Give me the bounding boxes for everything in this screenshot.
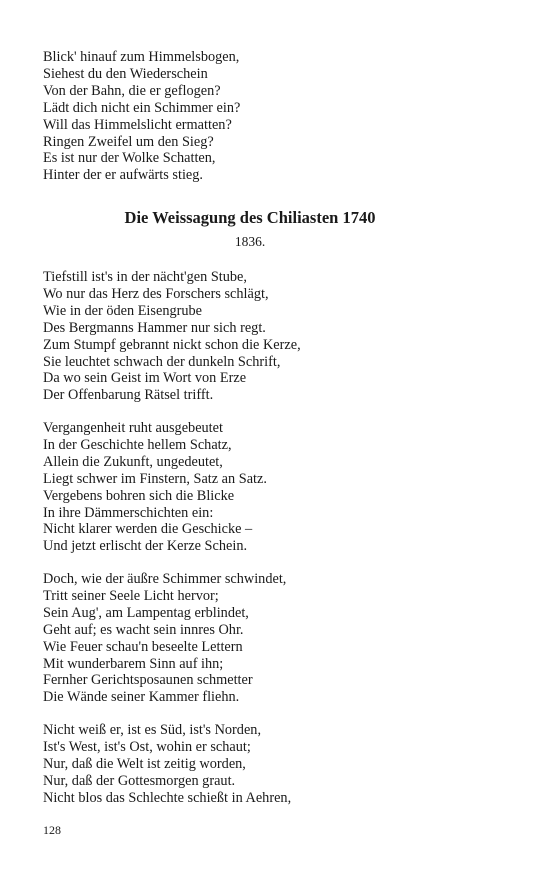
verse-line: Nur, daß die Welt ist zeitig worden, <box>43 755 246 772</box>
verse-line: Zum Stumpf gebrannt nickt schon die Kerze, <box>43 336 301 353</box>
poem-stanza-3 <box>43 571 286 706</box>
verse-line: Lädt dich nicht ein Schimmer ein? <box>43 99 241 116</box>
poem-date: 1836. <box>234 234 266 249</box>
verse-line: Es ist nur der Wolke Schatten, <box>43 150 216 167</box>
verse-line: Sein Aug', am Lampentag erblindet, <box>43 604 249 621</box>
verse-line: Geht auf; es wacht sein innres Ohr. <box>43 621 244 638</box>
verse-line: Ist's West, ist's Ost, wohin er schaut; <box>43 738 251 755</box>
verse-line: Tritt seiner Seele Licht hervor; <box>43 587 219 604</box>
verse-line: Die Wände seiner Kammer fliehn. <box>43 689 240 706</box>
previous-poem-stanza <box>43 49 240 184</box>
page-number: 128 <box>43 823 61 837</box>
poem-title: Die Weissagung des Chiliasten 1740 <box>124 208 376 227</box>
verse-line: Da wo sein Geist im Wort von Erze <box>43 370 247 387</box>
verse-line: Allein die Zukunft, ungedeutet, <box>43 453 223 470</box>
verse-line: Des Bergmanns Hammer nur sich regt. <box>43 319 266 336</box>
verse-line: Wo nur das Herz des Forschers schlägt, <box>43 285 269 302</box>
verse-line: Und jetzt erlischt der Kerze Schein. <box>43 538 248 555</box>
verse-line: Der Offenbarung Rätsel trifft. <box>43 387 214 404</box>
verse-line: Nicht blos das Schlechte schießt in Aehren, <box>43 789 292 806</box>
verse-line: Doch, wie der äußre Schimmer schwindet, <box>43 571 287 587</box>
verse-line: Ringen Zweifel um den Sieg? <box>43 133 214 150</box>
verse-line: In der Geschichte hellem Schatz, <box>43 436 232 453</box>
verse-line: Von der Bahn, die er geflogen? <box>43 82 221 99</box>
poem-stanza-1 <box>43 269 301 404</box>
poem-stanza-2 <box>43 420 267 555</box>
verse-line: Wie Feuer schau'n beseelte Lettern <box>43 638 243 655</box>
verse-line: Sie leuchtet schwach der dunkeln Schrift, <box>43 353 281 370</box>
verse-line: Fernher Gerichtsposaunen schmetter <box>43 672 253 689</box>
verse-line: Blick' hinauf zum Himmelsbogen, <box>43 49 240 65</box>
verse-line: Mit wunderbarem Sinn auf ihn; <box>43 655 224 672</box>
verse-line: Nicht weiß er, ist es Süd, ist's Norden, <box>43 722 262 738</box>
verse-line: Vergangenheit ruht ausgebeutet <box>43 420 223 436</box>
verse-line: Liegt schwer im Finstern, Satz an Satz. <box>43 470 267 487</box>
verse-line: Siehest du den Wiederschein <box>43 65 208 82</box>
verse-line: Nur, daß der Gottesmorgen graut. <box>43 772 236 789</box>
verse-line: Tiefstill ist's in der nächt'gen Stube, <box>43 269 247 285</box>
verse-line: Will das Himmelslicht ermatten? <box>43 116 232 133</box>
verse-line: In ihre Dämmerschichten ein: <box>43 504 214 521</box>
verse-line: Wie in der öden Eisengrube <box>43 302 203 319</box>
poem-stanza-4 <box>43 722 291 807</box>
verse-line: Vergebens bohren sich die Blicke <box>43 487 235 504</box>
verse-line: Nicht klarer werden die Geschicke – <box>43 521 253 538</box>
verse-line: Hinter der er aufwärts stieg. <box>43 167 203 184</box>
